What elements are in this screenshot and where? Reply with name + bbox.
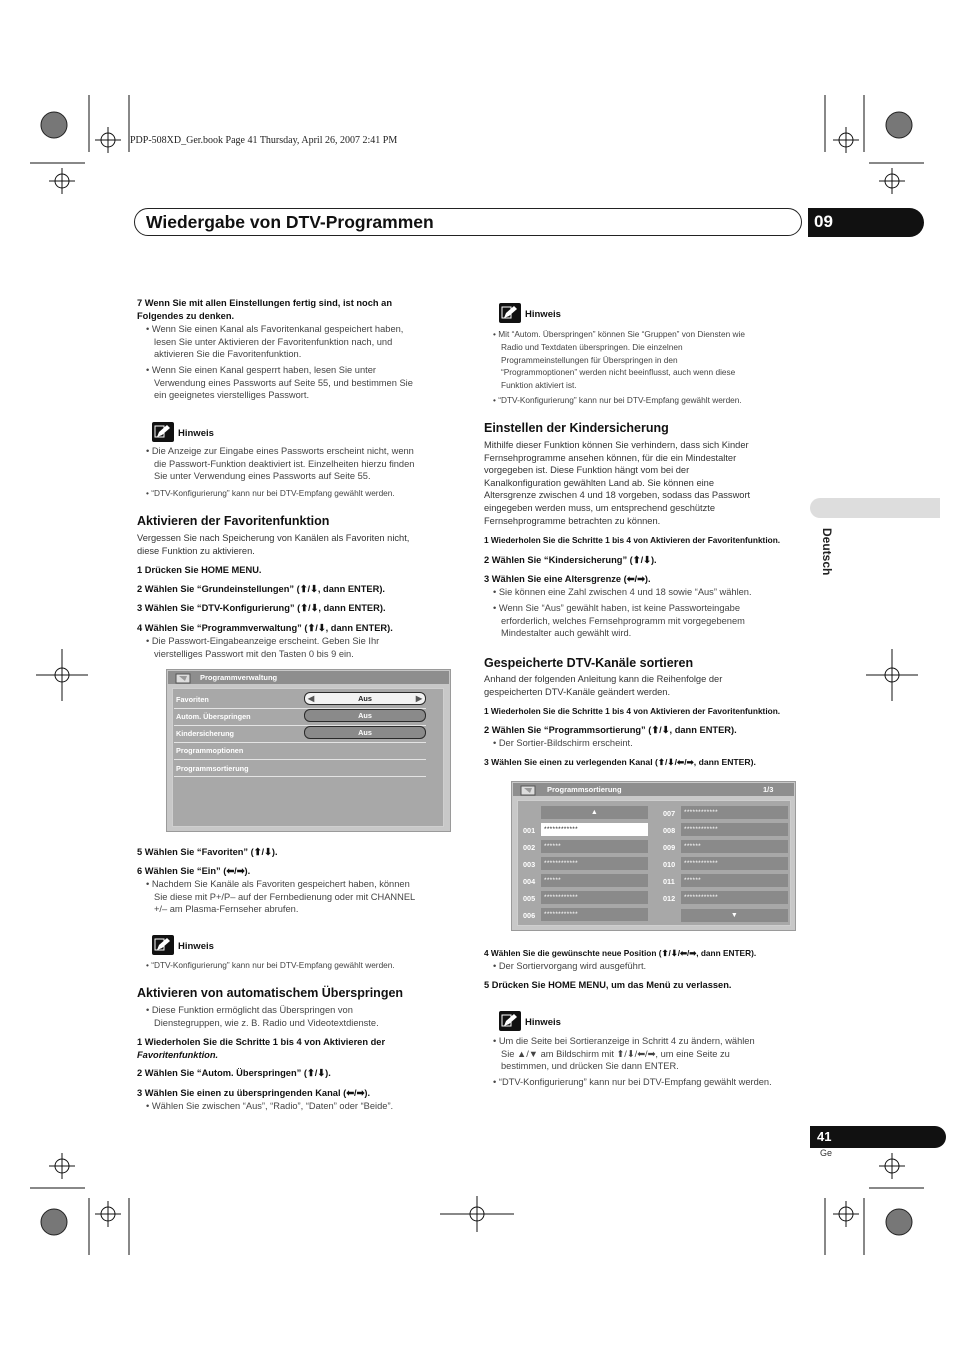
tv-menu-icon (175, 671, 193, 683)
channel-slot[interactable]: ****** (541, 840, 648, 853)
sort-step-4: 4 Wählen Sie die gewünschte neue Position (⬆/⬇/⬅/➡, dann ENTER). (484, 948, 757, 958)
autom-skip-value[interactable]: Aus (304, 709, 426, 722)
kindersicherung-value[interactable]: Aus (304, 726, 426, 739)
step-7-line1: 7 Wenn Sie mit allen Einstellungen fertig sind, ist noch an (137, 298, 393, 308)
channel-slot[interactable]: ************ (541, 857, 648, 870)
fav-step-6: 6 Wählen Sie “Ein” (⬅/➡). (137, 866, 251, 876)
channel-number: 005 (523, 894, 536, 903)
note-1-bullet-1: • Die Anzeige zur Eingabe eines Passworts erscheint nicht, wenn die Passwort-Funktion deaktiviert ist. Einzelheiten hierzu finden Sie unter Verwendung eines Passworts auf Seite 55. (146, 446, 415, 482)
sort-left-list (521, 823, 651, 925)
channel-number: 007 (663, 809, 676, 818)
channel-slot[interactable]: ****** (681, 874, 788, 887)
note-1-bullet-2: • “DTV-Konfigurierung” kann nur bei DTV-Empfang gewählt werden. (146, 488, 395, 498)
step-7-bullet-1: • Wenn Sie einen Kanal als Favoritenkanal gespeichert haben, lesen Sie unter Aktivieren der Favoritenfunktion nach, und aktivieren Sie die Favoritenfunktion. (146, 324, 404, 360)
note-pencil-icon (152, 935, 174, 955)
scroll-down-button[interactable] (681, 909, 788, 922)
page-number: 41 (817, 1129, 832, 1144)
sort-step-2-bullet: • Der Sortier-Bildschirm erscheint. (493, 738, 633, 748)
fav-step-6-bullet: • Nachdem Sie Kanäle als Favoriten gespeichert haben, können Sie diese mit P+/P– auf der Fernbedienung oder mit CHANNEL +/– am Plasma-Fernseher abrufen. (146, 879, 416, 915)
note-4-bullet-1: • Um die Seite bei Sortieranzeige in Schritt 4 zu ändern, wählen Sie ▲/▼ am Bildschirm mit ⬆/⬇/⬅/➡, um eine Seite zu bestimmen, und drücken Sie dann ENTER. (493, 1036, 755, 1072)
note-label: Hinweis (525, 1017, 561, 1028)
parental-intro: Mithilfe dieser Funktion können Sie verhindern, dass sich Kinder Fernsehprogramme ansehen können, für die ein Mindestalter vorgegeben ist. Diese Funktion hängt vom bei der Kanalkonfiguration gewählten Land ab. Sie können eine Altersgrenze zwischen 4 und 18 vorgeben, sodass das Passwort eingegeben werden muss, um entsprechend geschützte Fernsehprogramme betrachten zu können. (484, 440, 751, 526)
channel-number: 008 (663, 826, 676, 835)
channel-number: 011 (663, 877, 675, 886)
sort-step-3: 3 Wählen Sie einen zu verlegenden Kanal (⬆/⬇/⬅/➡, dann ENTER). (484, 757, 756, 767)
kid-step-3: 3 Wählen Sie eine Altersgrenze (⬅/➡). (484, 574, 651, 584)
triangle-up-icon: ▲ (590, 809, 599, 816)
arrow-right-icon[interactable]: ▶ (415, 694, 422, 703)
channel-slot[interactable]: ************ (541, 823, 648, 836)
triangle-down-icon: ▼ (730, 912, 739, 919)
menu-item-favoriten[interactable]: Favoriten (176, 695, 209, 704)
language-side-tab (810, 498, 940, 518)
sort-right-list (661, 806, 791, 908)
channel-number: 004 (523, 877, 536, 886)
note-2-bullet: • “DTV-Konfigurierung” kann nur bei DTV-Empfang gewählt werden. (146, 960, 395, 970)
file-info-line: PDP-508XD_Ger.book Page 41 Thursday, April 26, 2007 2:41 PM (130, 135, 398, 146)
sort-step-4-bullet: • Der Sortiervorgang wird ausgeführt. (493, 961, 647, 971)
channel-number: 012 (663, 894, 676, 903)
note-label: Hinweis (525, 309, 561, 320)
chapter-number: 09 (814, 212, 833, 231)
menu-item-programmoptionen[interactable]: Programmoptionen (176, 746, 244, 755)
scroll-up-button[interactable] (541, 806, 648, 819)
note-3-bullet-2: • “DTV-Konfigurierung” kann nur bei DTV-Empfang gewählt werden. (493, 395, 742, 405)
favoriten-value[interactable]: ◀ Aus ▶ (304, 692, 426, 705)
note-pencil-icon (152, 422, 174, 442)
tv-menu-icon (520, 783, 538, 795)
note-pencil-icon (499, 1011, 521, 1031)
menu-item-autom-skip[interactable]: Autom. Überspringen (176, 712, 251, 721)
parental-heading: Einstellen der Kindersicherung (484, 421, 669, 435)
language-side-label: Deutsch (820, 528, 834, 576)
step-7-bullet-2: • Wenn Sie einen Kanal gesperrt haben, lesen Sie unter Verwendung eines Passworts auf Seite 55, und bestimmen Sie ein geeignetes vierstelliges Passwort. (146, 365, 413, 401)
channel-slot[interactable]: ************ (681, 823, 788, 836)
skip-step-3-bullet: • Wählen Sie zwischen “Aus”, “Radio”, “Daten” oder “Beide”. (146, 1101, 394, 1111)
channel-number: 010 (663, 860, 676, 869)
osd-page-indicator: 1/3 (763, 785, 774, 794)
kid-step-3-bullet-2: • Wenn Sie “Aus” gewählt haben, ist keine Passworteingabe erforderlich, welches Fernsehprogramm mit vorgegebenem Mindestalter auch gewählt wird. (493, 603, 745, 639)
fav-step-4: 4 Wählen Sie “Programmverwaltung” (⬆/⬇, dann ENTER). (137, 623, 393, 633)
kid-step-3-bullet-1: • Sie können eine Zahl zwischen 4 und 18 sowie “Aus” wählen. (493, 587, 752, 597)
skip-step-3: 3 Wählen Sie einen zu überspringenden Kanal (⬅/➡). (137, 1088, 371, 1098)
note-4-bullet-2: • “DTV-Konfigurierung” kann nur bei DTV-Empfang gewählt werden. (493, 1077, 772, 1087)
favorites-intro: Vergessen Sie nach Speicherung von Kanälen als Favoriten nicht, diese Funktion zu aktivieren. (137, 533, 410, 556)
note-label: Hinweis (178, 428, 214, 439)
step-7-line2: Folgendes zu denken. (137, 311, 235, 321)
kid-step-1: 1 Wiederholen Sie die Schritte 1 bis 4 von Aktivieren der Favoritenfunktion. (484, 535, 781, 545)
channel-slot[interactable]: ****** (681, 840, 788, 853)
menu-item-programmsortierung[interactable]: Programmsortierung (176, 764, 249, 773)
channel-slot[interactable]: ************ (541, 908, 648, 921)
channel-number: 001 (523, 826, 536, 835)
channel-slot[interactable]: ************ (681, 806, 788, 819)
sort-step-5: 5 Drücken Sie HOME MENU, um das Menü zu verlassen. (484, 980, 732, 990)
skip-step-2: 2 Wählen Sie “Autom. Überspringen” (⬆/⬇). (137, 1068, 331, 1078)
channel-number: 002 (523, 843, 536, 852)
autoskip-bullet: • Diese Funktion ermöglicht das Überspringen von Dienstegruppen, wie z. B. Radio und Videotextdienste. (146, 1005, 379, 1028)
kid-step-2: 2 Wählen Sie “Kindersicherung” (⬆/⬇). (484, 555, 657, 565)
channel-number: 009 (663, 843, 676, 852)
fav-step-4-bullet: • Die Passwort-Eingabeanzeige erscheint. Geben Sie Ihr vierstelliges Passwort mit den Tasten 0 bis 9 ein. (146, 636, 380, 659)
channel-number: 006 (523, 911, 536, 920)
channel-slot[interactable]: ************ (681, 857, 788, 870)
chapter-title: Wiedergabe von DTV-Programmen (146, 212, 434, 232)
channel-slot[interactable]: ************ (681, 891, 788, 904)
channel-slot[interactable]: ****** (541, 874, 648, 887)
fav-step-3: 3 Wählen Sie “DTV-Konfigurierung” (⬆/⬇, dann ENTER). (137, 603, 386, 613)
fav-step-2: 2 Wählen Sie “Grundeinstellungen” (⬆/⬇, dann ENTER). (137, 584, 386, 594)
note-3-bullet-1: • Mit “Autom. Überspringen” können Sie “Gruppen” von Diensten wie Radio und Textdaten überspringen. Die einzelnen Programmeinstellungen für Überspringen in den “Programmoptionen” werden nicht beeinflusst, auch wenn diese Funktion aktiviert ist. (493, 329, 745, 391)
sort-heading: Gespeicherte DTV-Kanäle sortieren (484, 656, 694, 670)
page-language-code: Ge (820, 1148, 833, 1158)
sort-step-1: 1 Wiederholen Sie die Schritte 1 bis 4 von Aktivieren der Favoritenfunktion. (484, 706, 781, 716)
skip-step-1: 1 Wiederholen Sie die Schritte 1 bis 4 von Aktivieren der Favoritenfunktion. (137, 1037, 386, 1060)
note-pencil-icon (499, 303, 521, 323)
divider (174, 742, 426, 743)
osd-title: Programmsortierung (547, 785, 622, 794)
sort-intro: Anhand der folgenden Anleitung kann die Reihenfolge der gespeicherten DTV-Kanäle geändert werden. (484, 674, 723, 697)
osd-title: Programmverwaltung (200, 673, 278, 682)
sort-step-2: 2 Wählen Sie “Programmsortierung” (⬆/⬇, dann ENTER). (484, 725, 737, 735)
channel-number: 003 (523, 860, 536, 869)
favorites-heading: Aktivieren der Favoritenfunktion (137, 514, 330, 528)
divider (174, 759, 426, 760)
arrow-left-icon[interactable]: ◀ (308, 694, 315, 703)
note-label: Hinweis (178, 941, 214, 952)
menu-item-kindersicherung[interactable]: Kindersicherung (176, 729, 234, 738)
fav-step-5: 5 Wählen Sie “Favoriten” (⬆/⬇). (137, 847, 278, 857)
fav-step-1: 1 Drücken Sie HOME MENU. (137, 565, 262, 575)
channel-slot[interactable]: ************ (541, 891, 648, 904)
divider (174, 776, 426, 777)
autoskip-heading: Aktivieren von automatischem Überspringen (137, 986, 404, 1000)
